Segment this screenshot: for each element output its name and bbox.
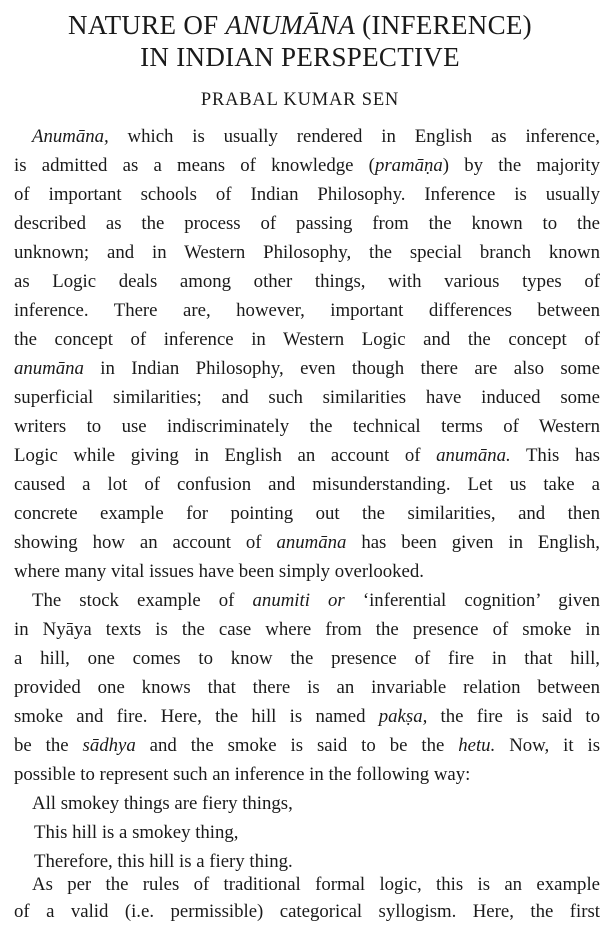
- title-text: NATURE OF: [68, 10, 226, 40]
- author-name: PRABAL KUMAR SEN: [200, 90, 400, 110]
- paragraph-3-line: of a valid (i.e. permissible) categorical syllogism. Here, the first: [14, 901, 600, 922]
- italic-term: hetu.: [458, 735, 496, 756]
- paragraph-3-line: As per the rules of traditional formal logic, this is an example: [32, 874, 600, 895]
- paragraph-1-line: is admitted as a means of knowledge (pramāṇa) by the majority: [14, 155, 600, 176]
- paragraph-1-line: described as the process of passing from the known to the: [14, 213, 600, 234]
- italic-term: sādhya: [82, 735, 136, 756]
- italic-term: anumiti or: [252, 590, 345, 611]
- italic-term: anumāna.: [436, 445, 511, 466]
- paragraph-2-line: a hill, one comes to know the presence of fire in that hill,: [14, 648, 600, 669]
- paragraph-2-line: in Nyāya texts is the case where from the presence of smoke in: [14, 619, 600, 640]
- paragraph-1-line: as Logic deals among other things, with various types of: [14, 271, 600, 292]
- paragraph-2-line: possible to represent such an inference in the following way:: [14, 764, 471, 785]
- italic-term: anumāna: [14, 358, 84, 379]
- italic-term: anumāna: [276, 532, 347, 553]
- chapter-title-line-2: IN INDIAN PERSPECTIVE: [140, 42, 460, 72]
- title-italic-term: ANUMĀNA: [225, 10, 356, 40]
- paragraph-1-line: Anumāna, which is usually rendered in English as inference,: [32, 126, 600, 147]
- paragraph-2-line: provided one knows that there is an invariable relation between: [14, 677, 600, 698]
- paragraph-1-line: inference. There are, however, important differences between: [14, 300, 600, 321]
- italic-term: pramāṇa: [374, 155, 443, 176]
- paragraph-1-line: Logic while giving in English an account of anumāna. This has: [14, 445, 600, 466]
- paragraph-1-line: writers to use indiscriminately the technical terms of Western: [14, 416, 600, 437]
- paragraph-1-line: where many vital issues have been simply overlooked.: [14, 561, 424, 582]
- paragraph-1-line: superficial similarities; and such similarities have induced some: [14, 387, 600, 408]
- syllogism-premise-1: All smokey things are fiery things,: [32, 793, 293, 814]
- paragraph-1-line: caused a lot of confusion and misunderstanding. Let us take a: [14, 474, 600, 495]
- title-text: (INFERENCE): [355, 10, 532, 40]
- syllogism-premise-2: This hill is a smokey thing,: [34, 822, 239, 843]
- italic-term: Anumāna,: [32, 126, 109, 147]
- italic-term: pakṣa,: [378, 706, 428, 727]
- paragraph-2-line: be the sādhya and the smoke is said to be the hetu. Now, it is: [14, 735, 600, 756]
- paragraph-1-line: showing how an account of anumāna has been given in English,: [14, 532, 600, 553]
- paragraph-2-line: smoke and fire. Here, the hill is named pakṣa, the fire is said to: [14, 706, 600, 727]
- paragraph-2-line: The stock example of anumiti or ‘inferential cognition’ given: [32, 590, 600, 611]
- paragraph-1-line: the concept of inference in Western Logic and the concept of: [14, 329, 600, 350]
- paragraph-1-line: of important schools of Indian Philosophy. Inference is usually: [14, 184, 600, 205]
- syllogism-conclusion: Therefore, this hill is a fiery thing.: [34, 851, 293, 872]
- chapter-title-line-1: [0, 8, 600, 42]
- paragraph-1-line: concrete example for pointing out the similarities, and then: [14, 503, 600, 524]
- paragraph-1-line: unknown; and in Western Philosophy, the special branch known: [14, 242, 600, 263]
- paragraph-1-line: anumāna in Indian Philosophy, even though there are also some: [14, 358, 600, 379]
